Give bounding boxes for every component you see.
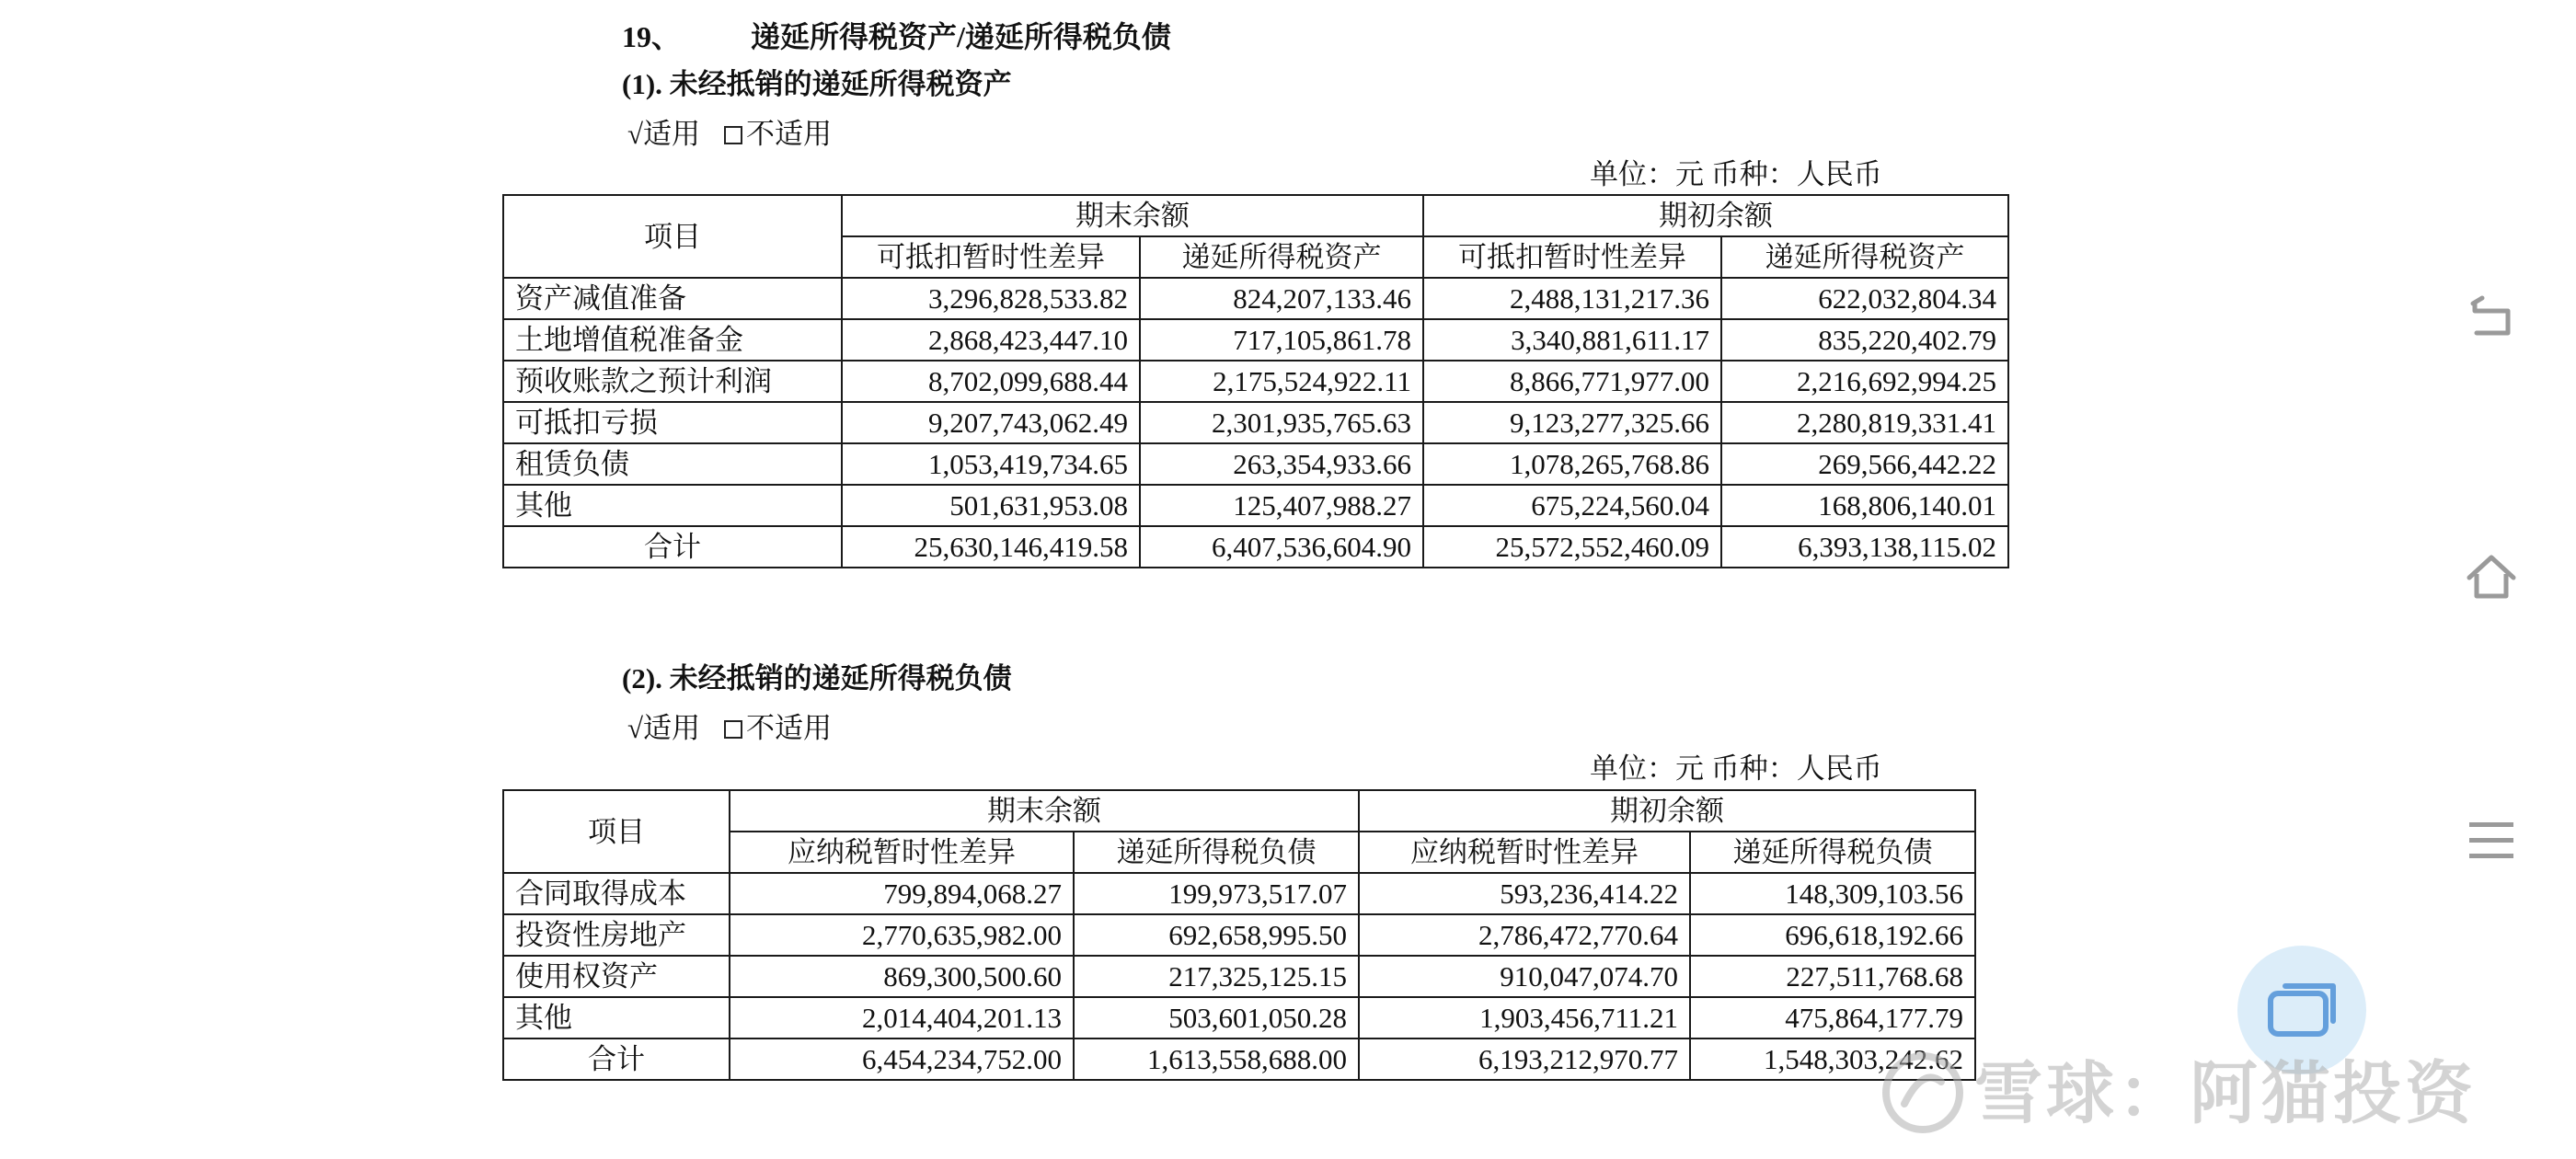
asset-item-cell: 预收账款之预计利润: [503, 361, 842, 402]
header-beginning-balance: 期初余额: [1359, 790, 1975, 832]
liabilities-subtitle: (2). 未经抵销的递延所得税负债: [622, 662, 1012, 694]
asset-ending-tax-cell: 717,105,861.78: [1140, 319, 1423, 361]
table-row: [503, 956, 1975, 997]
liability-ending-tax-cell: 217,325,125.15: [1074, 956, 1359, 997]
liability-beginning-tax-cell: 148,309,103.56: [1690, 873, 1975, 914]
header-item: 项目: [503, 195, 842, 278]
asset-beginning-tax-cell: 168,806,140.01: [1721, 485, 2008, 526]
table-header-row: [503, 790, 1975, 832]
liability-beginning-diff-cell: 910,047,074.70: [1359, 956, 1690, 997]
liability-ending-diff-cell: 6,454,234,752.00: [730, 1039, 1074, 1080]
menu-icon[interactable]: [2464, 813, 2519, 868]
asset-ending-diff-cell: 501,631,953.08: [842, 485, 1140, 526]
back-icon[interactable]: [2464, 293, 2519, 348]
asset-ending-tax-cell: 824,207,133.46: [1140, 278, 1423, 319]
header-taxable-diff-end: 应纳税暂时性差异: [730, 832, 1074, 873]
asset-ending-diff-cell: 25,630,146,419.58: [842, 526, 1140, 568]
liability-item-cell: 投资性房地产: [503, 914, 730, 956]
liability-item-cell: 其他: [503, 997, 730, 1039]
asset-beginning-tax-cell: 2,216,692,994.25: [1721, 361, 2008, 402]
table-row: [503, 873, 1975, 914]
table-total-row: [503, 1039, 1975, 1080]
table-total-row: [503, 526, 2008, 568]
liability-ending-tax-cell: 503,601,050.28: [1074, 997, 1359, 1039]
header-deferred-liability-end: 递延所得税负债: [1074, 832, 1359, 873]
assets-applicability: [627, 116, 832, 153]
asset-ending-tax-cell: 125,407,988.27: [1140, 485, 1423, 526]
section-number: 19、: [622, 20, 682, 53]
watermark-text: 雪球：阿猫投资: [1974, 1054, 2477, 1133]
header-deductible-diff-begin: 可抵扣暂时性差异: [1423, 236, 1721, 278]
liability-item-cell: 合同取得成本: [503, 873, 730, 914]
asset-beginning-tax-cell: 269,566,442.22: [1721, 443, 2008, 485]
liability-ending-tax-cell: 199,973,517.07: [1074, 873, 1359, 914]
home-icon[interactable]: [2464, 550, 2519, 605]
asset-item-cell: 其他: [503, 485, 842, 526]
asset-ending-tax-cell: 263,354,933.66: [1140, 443, 1423, 485]
asset-ending-diff-cell: 1,053,419,734.65: [842, 443, 1140, 485]
liabilities-unit-line: 单位：元 币种：人民币: [1590, 752, 1882, 785]
asset-beginning-diff-cell: 675,224,560.04: [1423, 485, 1721, 526]
deferred-tax-assets-table: [502, 194, 2009, 568]
liability-beginning-tax-cell: 227,511,768.68: [1690, 956, 1975, 997]
header-beginning-balance: 期初余额: [1423, 195, 2008, 236]
asset-beginning-diff-cell: 3,340,881,611.17: [1423, 319, 1721, 361]
asset-item-cell: 租赁负债: [503, 443, 842, 485]
asset-beginning-tax-cell: 835,220,402.79: [1721, 319, 2008, 361]
assets-unit-line: 单位：元 币种：人民币: [1590, 158, 1882, 190]
asset-beginning-diff-cell: 2,488,131,217.36: [1423, 278, 1721, 319]
liability-ending-tax-cell: 692,658,995.50: [1074, 914, 1359, 956]
asset-item-cell: 合计: [503, 526, 842, 568]
liability-beginning-tax-cell: 696,618,192.66: [1690, 914, 1975, 956]
asset-ending-tax-cell: 2,301,935,765.63: [1140, 402, 1423, 443]
header-deductible-diff-end: 可抵扣暂时性差异: [842, 236, 1140, 278]
asset-ending-diff-cell: 3,296,828,533.82: [842, 278, 1140, 319]
checkbox-empty-icon: [724, 126, 742, 144]
liability-ending-diff-cell: 799,894,068.27: [730, 873, 1074, 914]
asset-beginning-diff-cell: 8,866,771,977.00: [1423, 361, 1721, 402]
asset-beginning-tax-cell: 2,280,819,331.41: [1721, 402, 2008, 443]
header-deferred-asset-begin: 递延所得税资产: [1721, 236, 2008, 278]
section-title: 递延所得税资产/递延所得税负债: [751, 20, 1171, 53]
header-taxable-diff-begin: 应纳税暂时性差异: [1359, 832, 1690, 873]
asset-ending-diff-cell: 9,207,743,062.49: [842, 402, 1140, 443]
table-row: [503, 485, 2008, 526]
header-ending-balance: 期末余额: [842, 195, 1423, 236]
asset-beginning-diff-cell: 25,572,552,460.09: [1423, 526, 1721, 568]
deferred-tax-liabilities-table: [502, 789, 1976, 1081]
asset-item-cell: 可抵扣亏损: [503, 402, 842, 443]
table-row: [503, 997, 1975, 1039]
liability-ending-diff-cell: 869,300,500.60: [730, 956, 1074, 997]
liability-ending-diff-cell: 2,770,635,982.00: [730, 914, 1074, 956]
table-row: [503, 914, 1975, 956]
table-row: [503, 319, 2008, 361]
table-row: [503, 278, 2008, 319]
liability-beginning-diff-cell: 1,903,456,711.21: [1359, 997, 1690, 1039]
applicable-checked-label: √适用: [627, 712, 701, 744]
header-deferred-liability-begin: 递延所得税负债: [1690, 832, 1975, 873]
checkbox-empty-icon: [724, 720, 742, 739]
applicable-checked-label: √适用: [627, 118, 701, 150]
asset-item-cell: 土地增值税准备金: [503, 319, 842, 361]
liability-beginning-diff-cell: 593,236,414.22: [1359, 873, 1690, 914]
snowball-logo-icon: [1879, 1049, 1967, 1137]
liabilities-applicability: [627, 710, 832, 747]
liability-item-cell: 合计: [503, 1039, 730, 1080]
not-applicable-label: 不适用: [746, 712, 833, 744]
asset-beginning-tax-cell: 6,393,138,115.02: [1721, 526, 2008, 568]
liability-beginning-diff-cell: 6,193,212,970.77: [1359, 1039, 1690, 1080]
asset-ending-diff-cell: 2,868,423,447.10: [842, 319, 1140, 361]
assets-subtitle: (1). 未经抵销的递延所得税资产: [622, 68, 1012, 100]
header-deferred-asset-end: 递延所得税资产: [1140, 236, 1423, 278]
liability-item-cell: 使用权资产: [503, 956, 730, 997]
asset-ending-tax-cell: 2,175,524,922.11: [1140, 361, 1423, 402]
asset-beginning-diff-cell: 9,123,277,325.66: [1423, 402, 1721, 443]
header-ending-balance: 期末余额: [730, 790, 1359, 832]
not-applicable-label: 不适用: [746, 118, 833, 150]
asset-ending-tax-cell: 6,407,536,604.90: [1140, 526, 1423, 568]
liability-ending-diff-cell: 2,014,404,201.13: [730, 997, 1074, 1039]
table-row: [503, 402, 2008, 443]
section-heading: [622, 18, 1171, 55]
liability-ending-tax-cell: 1,613,558,688.00: [1074, 1039, 1359, 1080]
table-row: [503, 443, 2008, 485]
header-item: 项目: [503, 790, 730, 873]
asset-beginning-tax-cell: 622,032,804.34: [1721, 278, 2008, 319]
liability-beginning-diff-cell: 2,786,472,770.64: [1359, 914, 1690, 956]
liability-beginning-tax-cell: 475,864,177.79: [1690, 997, 1975, 1039]
asset-beginning-diff-cell: 1,078,265,768.86: [1423, 443, 1721, 485]
asset-item-cell: 资产减值准备: [503, 278, 842, 319]
table-header-row: [503, 195, 2008, 236]
asset-ending-diff-cell: 8,702,099,688.44: [842, 361, 1140, 402]
table-row: [503, 361, 2008, 402]
liability-beginning-tax-cell: 1,548,303,242.62: [1690, 1039, 1975, 1080]
